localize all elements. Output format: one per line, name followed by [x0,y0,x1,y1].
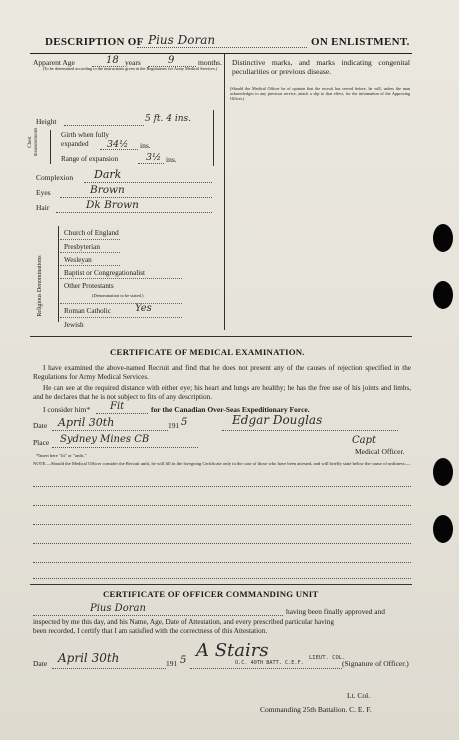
height-leader [64,125,144,126]
measure-box-right [213,110,214,166]
chest-bracket [50,130,51,164]
complexion-label: Complexion [36,173,74,182]
age-months-label: months. [198,58,222,67]
medical-officer-rank: Capt [352,435,377,446]
commanding-stamp: O.C. 40TH BATT. C.E.F. [235,660,304,666]
range-value: 3½ [146,152,162,163]
religion-row-line [60,265,120,266]
religion-item: Other Protestants [64,282,114,290]
commanding-text-2: inspected by me this day, and his Name, Age, Date of Attestation, and every prescribed particular having [33,618,334,626]
punch-hole-3 [433,458,453,486]
religion-side-label: Religious Denominations [37,255,43,317]
distinctive-marks-heading: Distinctive marks, and marks indicating congenital peculiarities or previous disease. [232,58,410,76]
religion-item: Roman Catholic [64,307,111,315]
column-divider [224,54,225,330]
commanding-rank-stamp: LIEUT. COL. [309,655,346,661]
title-left: DESCRIPTION OF [45,36,144,48]
religion-item: Baptist or Congregationalist [64,269,146,277]
unfit-cause-line-5 [33,562,411,563]
religion-row-line [60,303,182,304]
punch-hole-4 [433,515,453,543]
medical-signature-line [222,430,398,431]
commanding-signature-label: (Signature of Officer.) [342,659,409,668]
religion-denomination-note: (Denomination to be stated.) [92,293,144,298]
religion-row-line [60,252,120,253]
header-rule [30,53,412,54]
section-rule-2 [30,584,412,585]
religion-item: Church of England [64,229,119,237]
punch-hole-2 [433,281,453,309]
religion-row-line [60,239,120,240]
commanding-text-1: having been finally approved and [286,607,385,616]
unfit-cause-line-6 [33,578,411,579]
commanding-signature-line [190,668,342,669]
medical-date-value: April 30th [58,416,115,429]
religion-item: Presbyterian [64,243,100,251]
medical-footnote: *Insert here "fit" or "unfit." [36,453,87,458]
girth-line [100,149,138,150]
medical-year-suffix: 5 [181,417,188,428]
commanding-date-line [52,668,166,669]
commanding-year-suffix: 5 [180,655,187,666]
roman-catholic-value: Yes [135,303,152,314]
height-label: Height [36,117,57,126]
consider-line [96,413,148,414]
medical-officer-label: Medical Officer. [355,447,405,456]
title-right: ON ENLISTMENT. [311,36,410,48]
medical-place-label: Place [33,438,50,447]
age-years-label: years [125,58,141,67]
age-years-value: 18 [106,55,119,66]
commanding-date-label: Date [33,659,48,668]
commanding-signature: A Stairs [196,640,269,661]
religion-row-line [60,317,182,318]
name-line [137,47,307,48]
age-months-value: 9 [168,55,175,66]
unfit-cause-line-2 [33,505,411,506]
medical-date-line [52,430,168,431]
consider-value: Fit [110,401,125,412]
medical-place-value: Sydney Mines CB [60,434,150,445]
medical-date-label: Date [33,421,48,430]
commanding-heading: CERTIFICATE OF OFFICER COMMANDING UNIT [103,589,319,599]
commanding-date-value: April 30th [58,651,120,665]
religion-item: Jewish [64,321,84,329]
girth-value: 34½ [107,139,129,150]
range-label: Range of expansion [61,155,119,163]
range-ins: ins. [166,155,177,164]
hair-label: Hair [36,203,50,212]
unfit-cause-line-4 [33,543,411,544]
commanding-name-line [33,615,283,616]
medical-para-2: He can see at the required distance with either eye; his heart and lungs are healthy; he has the free use of his joints and limbs, and he declares that he is not subject to fits of any description. [33,384,411,401]
unfit-cause-line-3 [33,524,411,525]
consider-prefix: I consider him* [43,405,91,414]
age-note: (To be determined according to the instructions given in the Regulations for Army Medical Services.) [42,66,218,71]
height-value: 5 ft. 4 ins. [145,114,191,124]
commanding-rank: Lt. Col. [347,691,371,700]
eyes-value: Brown [90,184,125,196]
age-label: Apparent Age [33,58,75,67]
commanding-year-prefix: 191 [166,659,178,668]
religion-item: Wesleyan [64,256,92,264]
complexion-value: Dark [94,168,122,181]
medical-officer-signature: Edgar Douglas [232,413,323,427]
range-line [138,163,164,164]
recruit-name: Pius Doran [148,33,216,47]
hair-value: Dk Brown [86,199,139,211]
medical-year-prefix: 191 [168,421,180,430]
medical-note: NOTE.—Should the Medical Officer consider the Recruit unfit, he will fill in the foregoing Certificate only in the case of those who have been attested, and will briefly state below the cause of unfitness:— [33,461,411,466]
medical-place-line [52,447,198,448]
religion-row-line [60,278,182,279]
commanding-name-value: Pius Doran [90,603,146,614]
complexion-line [84,182,212,183]
hair-line [56,212,212,213]
distinctive-marks-note: (Should the Medical Officer be of opinion that the recruit has served before, he will, unless the man acknowledges to any previous service, attach a slip to that effect, for the information of the Approving Officer.) [230,86,410,101]
punch-hole-1 [433,224,453,252]
chest-label: Chest measurements [28,127,39,157]
medical-heading: CERTIFICATE OF MEDICAL EXAMINATION. [110,347,305,357]
eyes-line [60,197,212,198]
eyes-label: Eyes [36,188,51,197]
medical-para-1: I have examined the above-named Recruit and find that he does not present any of the causes of rejection specified in the Regulations for Army Medical Services. [33,364,411,381]
girth-label: Girth when fully expanded [61,131,109,148]
consider-suffix: for the Canadian Over-Seas Expeditionary Force. [151,405,310,414]
commanding-battalion: Commanding 25th Battalion. C. E. F. [260,705,372,714]
section-rule-1 [30,336,412,337]
unfit-cause-line-1 [33,486,411,487]
commanding-text-3: been recorded, I certify that I am satisfied with the correctness of this Attestation. [33,627,268,635]
religion-bracket [58,226,59,322]
girth-ins: ins. [140,141,151,150]
